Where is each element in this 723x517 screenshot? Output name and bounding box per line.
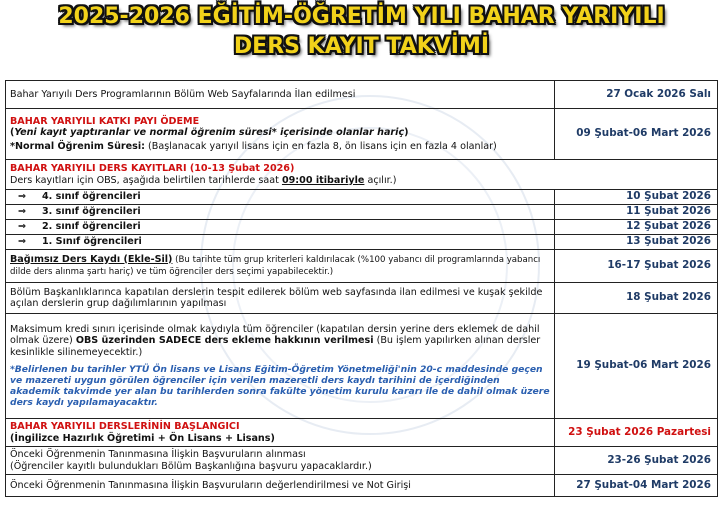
- class-label: ⇒ 1. Sınıf öğrencileri: [6, 235, 555, 250]
- table-row: [6, 109, 718, 160]
- table-row: [6, 447, 718, 475]
- row-text: [6, 314, 555, 419]
- table-row: [6, 314, 718, 419]
- table-row: [6, 235, 718, 250]
- table-row: [6, 250, 718, 283]
- row-text: Bahar Yarıyılı Ders Programlarının Bölüm Web Sayfalarında İlan edilmesi: [6, 81, 555, 109]
- class-label: ⇒ 4. sınıf öğrencileri: [6, 190, 555, 205]
- table-row: [6, 81, 718, 109]
- calendar-table: [5, 80, 718, 497]
- table-row: [6, 160, 718, 190]
- table-row: [6, 283, 718, 314]
- row-date: 27 Şubat-04 Mart 2026: [555, 475, 718, 497]
- row-date: 10 Şubat 2026: [555, 190, 718, 205]
- application-subnote: (Öğrenciler kayıtlı bulundukları Bölüm Başkanlığına başvuru yapacaklardır.): [10, 460, 372, 472]
- row-date: 23 Şubat 2026 Pazartesi: [555, 419, 718, 447]
- row-date: 11 Şubat 2026: [555, 205, 718, 220]
- page-subtitle: DERS KAYIT TAKVİMİ: [233, 34, 490, 59]
- normal-duration-note: *Normal Öğrenim Süresi: (Başlanacak yarıyıl lisans için en fazla 8, ön lisans için en fazla 4 olanlar): [10, 140, 497, 152]
- row-date: 27 Ocak 2026 Salı: [555, 81, 718, 109]
- regulation-note: *Belirlenen bu tarihler YTÜ Ön lisans ve Lisans Eğitim-Öğretim Yönetmeliği'nin 20-c maddesinde geçen ve mazereti uygun görülen öğrenciler için verilen mazeretli ders kaydı tarihini de içerdiğinden akademik takvimde yer alan bu tarihlerden sonra fakülte yönetim kurulu kararı ile de dahil olmak üzere ders kaydı yapılamayacaktır.: [10, 364, 550, 409]
- section-heading: BAHAR YARIYILI DERSLERİNİN BAŞLANGICI: [10, 421, 240, 432]
- row-text: [6, 160, 718, 190]
- row-text: [6, 109, 555, 160]
- row-date: 19 Şubat-06 Mart 2026: [555, 314, 718, 419]
- table-row: [6, 419, 718, 447]
- table-row: [6, 190, 718, 205]
- table-row: [6, 220, 718, 235]
- add-course-note: Maksimum kredi sınırı içerisinde olmak kaydıyla tüm öğrenciler (kapatılan dersin yerine ders eklemek de dahil olmak üzere) OBS üzerinden SADECE ders ekleme hakkının verilmesi (Bu işlem yapılırken alınan dersler kesinlikle silinemeyecektir.): [10, 323, 541, 358]
- application-text: Önceki Öğrenmenin Tanınmasına İlişkin Başvuruların alınması: [10, 449, 306, 460]
- page-title: 2025-2026 EĞİTİM-ÖĞRETİM YILI BAHAR YARIYILI: [58, 4, 665, 29]
- row-text: Bağımsız Ders Kaydı (Ekle-Sil) (Bu tarihte tüm grup kriterleri kaldırılacak (%100 yabancı dil programlarında yabancı dilde ders alınma şartı hariç) ve tüm öğrenciler ders seçimi yapabilecektir.): [6, 250, 555, 283]
- class-label: ⇒ 3. sınıf öğrencileri: [6, 205, 555, 220]
- table-row: [6, 475, 718, 497]
- row-date: 18 Şubat 2026: [555, 283, 718, 314]
- exemption-note: (Yeni kayıt yaptıranlar ve normal öğrenim süresi* içerisinde olanlar hariç): [10, 127, 409, 139]
- row-date: 12 Şubat 2026: [555, 220, 718, 235]
- class-label: ⇒ 2. sınıf öğrencileri: [6, 220, 555, 235]
- row-date: 23-26 Şubat 2026: [555, 447, 718, 475]
- section-heading: BAHAR YARIYILI DERS KAYITLARI (10-13 Şubat 2026): [10, 163, 295, 174]
- row-date: 16-17 Şubat 2026: [555, 250, 718, 283]
- registration-note: Ders kayıtları için OBS, aşağıda belirtilen tarihlerde saat 09:00 itibariyle açılır.): [10, 174, 397, 186]
- row-text: [6, 419, 555, 447]
- section-heading: BAHAR YARIYILI KATKI PAYI ÖDEME: [10, 115, 200, 127]
- row-text: Bölüm Başkanlıklarınca kapatılan derslerin tespit edilerek bölüm web sayfasında ilan edilmesi ve kuşak şekilde açılan derslerin grup dağılımlarının yapılması: [6, 283, 555, 314]
- program-note: (İngilizce Hazırlık Öğretimi + Ön Lisans + Lisans): [10, 432, 275, 444]
- row-date: 09 Şubat-06 Mart 2026: [555, 109, 718, 160]
- row-date: 13 Şubat 2026: [555, 235, 718, 250]
- row-text: Önceki Öğrenmenin Tanınmasına İlişkin Başvuruların değerlendirilmesi ve Not Girişi: [6, 475, 555, 497]
- row-text: [6, 447, 555, 475]
- table-row: [6, 205, 718, 220]
